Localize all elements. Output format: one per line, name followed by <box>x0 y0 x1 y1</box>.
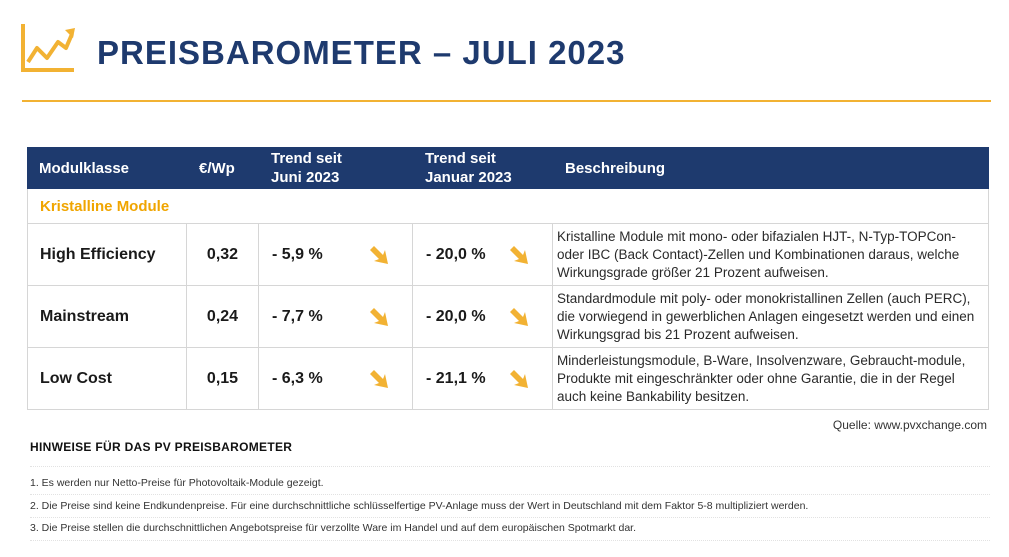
row-trend-juni-cell <box>259 348 413 410</box>
row-name: Low Cost <box>27 348 187 410</box>
row-price: 0,15 <box>187 348 259 410</box>
row-name: High Efficiency <box>27 224 187 286</box>
section-row <box>27 189 989 224</box>
row-description: Kristalline Module mit mono- oder bifazialen HJT-, N-Typ-TOPCon- oder IBC (Back Contact)-Zellen und Kombinationen daraus, welche Wirkungsgrade größer 21 Prozent aufweisen. <box>553 224 989 286</box>
row-trend-juni-cell <box>259 224 413 286</box>
header-trend-januar <box>413 147 553 189</box>
header-price: €/Wp <box>187 147 259 189</box>
row-trend-januar-cell <box>413 286 553 348</box>
table-row <box>27 224 989 286</box>
arrow-down-right-icon <box>368 368 390 390</box>
table-row <box>27 348 989 410</box>
notes-heading: HINWEISE FÜR DAS PV PREISBAROMETER <box>30 440 293 454</box>
notes-divider <box>30 540 990 541</box>
row-trend-januar: - 20,0 % <box>426 307 486 325</box>
header-beschreibung: Beschreibung <box>553 147 989 189</box>
row-trend-januar: - 21,1 % <box>426 369 486 387</box>
page-title: PREISBAROMETER – JULI 2023 <box>97 34 626 71</box>
notes-divider <box>30 466 990 467</box>
row-price: 0,32 <box>187 224 259 286</box>
note-item: 1. Es werden nur Netto-Preise für Photovoltaik-Module gezeigt. <box>30 477 324 489</box>
notes-divider <box>30 494 990 495</box>
arrow-down-right-icon <box>368 244 390 266</box>
arrow-down-right-icon <box>508 368 530 390</box>
header-trend-juni-line1: Trend seit <box>271 150 342 167</box>
row-trend-juni: - 6,3 % <box>272 369 323 387</box>
header-trend-juni <box>259 147 413 189</box>
row-description: Standardmodule mit poly- oder monokristallinen Zellen (auch PERC), die vorwiegend in gewerblichen Anlagen eingesetzt werden und einen Wirkungsgrad bis 21 Prozent aufweisen. <box>553 286 989 348</box>
header-trend-januar-line2: Januar 2023 <box>425 169 512 186</box>
row-trend-januar-cell <box>413 224 553 286</box>
section-label: Kristalline Module <box>27 189 989 224</box>
header-trend-juni-line2: Juni 2023 <box>271 169 340 186</box>
arrow-down-right-icon <box>368 306 390 328</box>
note-item: 2. Die Preise sind keine Endkundenpreise. Für eine durchschnittliche schlüsselfertige PV-Anlage muss der Wert in Deutschland mit dem Faktor 5-8 multipliziert werden. <box>30 500 809 512</box>
row-trend-januar: - 20,0 % <box>426 245 486 263</box>
notes-divider <box>30 517 990 518</box>
note-item: 3. Die Preise stellen die durchschnittlichen Angebotspreise für verzollte Ware im Handel und auf dem europäischen Spotmarkt dar. <box>30 522 637 534</box>
header-trend-januar-line1: Trend seit <box>425 150 496 167</box>
source-note: Quelle: www.pvxchange.com <box>832 418 987 432</box>
row-description: Minderleistungsmodule, B-Ware, Insolvenzware, Gebraucht-module, Produkte mit eingeschränkter oder ohne Garantie, die in der Regel auch keine Bankability besitzen. <box>553 348 989 410</box>
arrow-down-right-icon <box>508 306 530 328</box>
table-header-row <box>27 147 989 189</box>
row-trend-juni: - 5,9 % <box>272 245 323 263</box>
chart-trend-logo-icon <box>20 20 76 76</box>
price-table <box>27 147 989 410</box>
row-price: 0,24 <box>187 286 259 348</box>
table-row <box>27 286 989 348</box>
header-divider <box>22 100 991 102</box>
row-trend-juni: - 7,7 % <box>272 307 323 325</box>
row-name: Mainstream <box>27 286 187 348</box>
row-trend-januar-cell <box>413 348 553 410</box>
row-trend-juni-cell <box>259 286 413 348</box>
header-modulklasse: Modulklasse <box>27 147 187 189</box>
arrow-down-right-icon <box>508 244 530 266</box>
